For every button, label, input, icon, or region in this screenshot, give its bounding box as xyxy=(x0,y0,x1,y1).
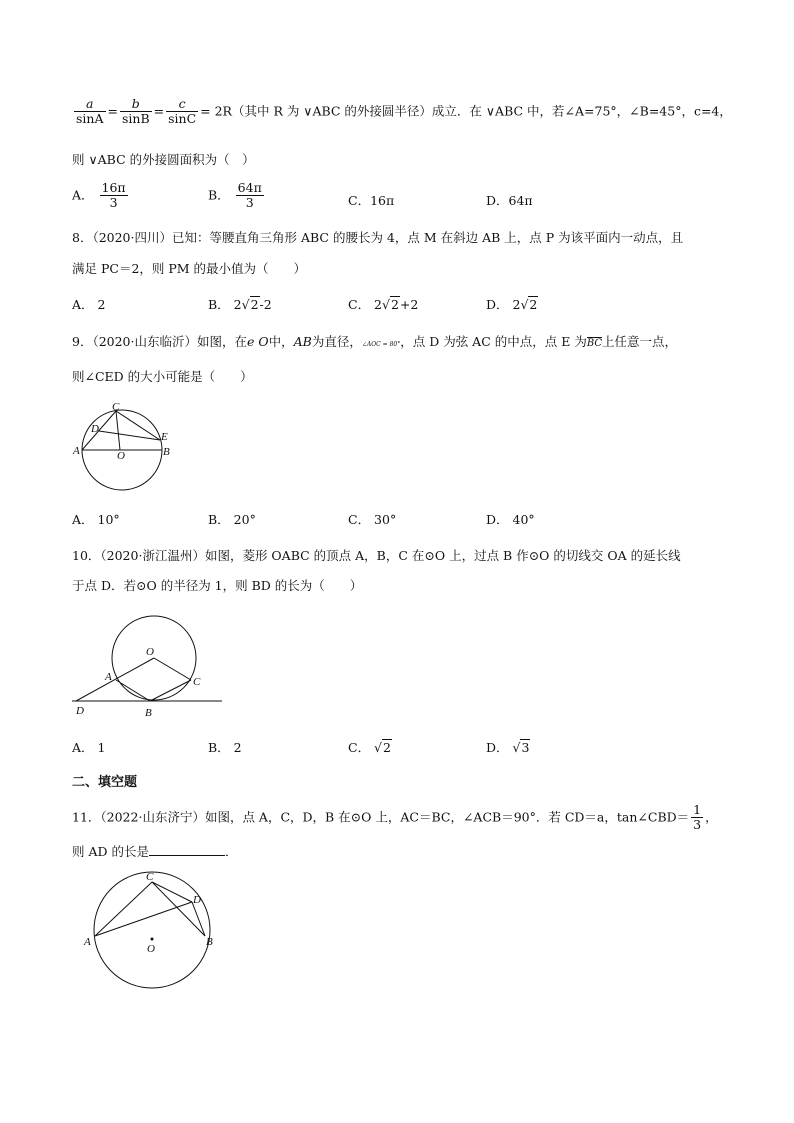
q11-text-end: ， xyxy=(705,809,718,825)
frac-numerator: 64π xyxy=(237,180,262,195)
frac-numerator: 1 xyxy=(693,802,702,817)
q10-line2: 于点 D．若⊙O 的半径为 1，则 BD 的长为（ ） xyxy=(72,578,363,593)
equals-sign: = xyxy=(107,103,118,119)
label-a: A xyxy=(73,445,80,457)
q11-line2 xyxy=(72,842,238,860)
label-e: E xyxy=(161,431,168,443)
option-letter: A． xyxy=(72,187,94,203)
q10-option-b[interactable]: B． 2 xyxy=(208,740,242,755)
fraction-b-sinB xyxy=(120,97,152,127)
q9-text: 为直径， xyxy=(311,334,362,349)
q8-line1: 8．（2020·四川）已知：等腰直角三角形 ABC 的腰长为 4，点 M 在斜边 AB 上，点 P 为该平面内一动点，且 xyxy=(72,230,684,245)
sqrt-radicand: 2 xyxy=(529,297,538,312)
q7-option-d[interactable] xyxy=(486,191,533,209)
sqrt-radicand: 2 xyxy=(390,297,399,312)
q9-option-d[interactable]: D． 40° xyxy=(486,512,535,527)
side-ab xyxy=(116,680,150,701)
label-d: D xyxy=(76,705,84,717)
label-a: A xyxy=(84,936,91,948)
side-cb xyxy=(150,680,191,701)
frac-denominator: 3 xyxy=(109,195,118,211)
frac-numerator: a xyxy=(74,97,106,112)
label-c: C xyxy=(146,871,154,883)
arc-bc: BC xyxy=(586,338,603,349)
frac-denominator: sinC xyxy=(168,111,197,127)
q11-text: 则 AD 的长是 xyxy=(72,844,149,859)
q7-option-b[interactable] xyxy=(208,181,266,211)
q10-figure xyxy=(72,610,224,722)
q9-text: 中， xyxy=(268,334,294,349)
line-od xyxy=(76,658,154,701)
q9-ab: AB xyxy=(293,334,312,349)
label-d: D xyxy=(193,894,201,906)
q9-option-c[interactable]: C． 30° xyxy=(348,512,397,527)
center-dot xyxy=(151,938,154,941)
q7-option-a[interactable] xyxy=(72,181,130,211)
q10-option-d[interactable] xyxy=(486,738,530,756)
q7-text-line1: （其中 R 为 ∨ABC 的外接圆半径）成立．在 ∨ABC 中，若∠A=75°，∠B=45°，c=4， xyxy=(231,103,732,119)
option-text: C． 2 xyxy=(348,297,382,312)
frac-numerator: b xyxy=(120,97,152,112)
q9-option-b[interactable]: B． 20° xyxy=(208,512,256,527)
sqrt-sign: √ xyxy=(520,297,529,312)
chord-cb xyxy=(152,882,205,936)
q9-figure xyxy=(72,402,182,494)
q7-option-c[interactable] xyxy=(348,191,394,209)
chord-db xyxy=(192,902,205,936)
fraction-one-third xyxy=(691,803,703,833)
label-o: O xyxy=(146,646,154,658)
segment-de xyxy=(99,431,160,440)
q9-text: ，点 D 为弦 AC 的中点，点 E 为 xyxy=(400,334,587,349)
label-c: C xyxy=(193,676,201,688)
label-o: O xyxy=(147,943,155,955)
option-letter: B． xyxy=(208,187,230,203)
label-b: B xyxy=(163,446,170,458)
option-fraction xyxy=(236,181,264,211)
chord-cd xyxy=(152,882,192,902)
q10-option-a[interactable]: A． 1 xyxy=(72,740,106,755)
q11-figure xyxy=(80,868,222,996)
option-tail: -2 xyxy=(259,297,272,312)
option-text: D． xyxy=(486,740,513,755)
fraction-a-sinA xyxy=(74,97,106,127)
label-c: C xyxy=(112,402,120,413)
sqrt-sign: √ xyxy=(382,297,390,312)
side-oc xyxy=(154,658,191,680)
q8-option-d[interactable] xyxy=(486,295,538,313)
answer-blank[interactable] xyxy=(149,843,225,856)
sqrt-radicand: 2 xyxy=(250,297,259,312)
q8-option-c[interactable] xyxy=(348,295,418,313)
option-letter: C． xyxy=(348,193,371,208)
fraction-c-sinC xyxy=(166,97,198,127)
option-letter: D． xyxy=(486,193,509,208)
frac-numerator: 16π xyxy=(101,180,126,195)
option-text: 16π xyxy=(370,193,395,208)
q9-angle-small: ∠AOC = 80° xyxy=(361,341,401,348)
label-o: O xyxy=(117,450,125,462)
frac-numerator: c xyxy=(166,97,198,112)
sqrt-radicand: 3 xyxy=(521,740,530,755)
circle-o-symbol: e O xyxy=(247,334,269,349)
q9-text: 9．（2020·山东临沂）如图，在 xyxy=(72,334,247,349)
q9-line1 xyxy=(72,332,677,350)
q7-text-line2: 则 ∨ABC 的外接圆面积为（ ） xyxy=(72,152,255,167)
sqrt-radicand: 2 xyxy=(383,740,391,755)
q8-option-a[interactable]: A． 2 xyxy=(72,297,106,312)
sqrt-sign: √ xyxy=(241,297,250,312)
chord-ad xyxy=(95,902,192,936)
q10-option-c[interactable] xyxy=(348,738,392,756)
q9-option-a[interactable]: A． 10° xyxy=(72,512,120,527)
q10-line1: 10．（2020·浙江温州）如图，菱形 OABC 的顶点 A，B，C 在⊙O 上，过点 B 作⊙O 的切线交 OA 的延长线 xyxy=(72,548,681,563)
option-tail: +2 xyxy=(399,297,419,312)
q9-text: 上任意一点， xyxy=(602,334,678,349)
sqrt-sign: √ xyxy=(374,740,383,755)
label-b: B xyxy=(206,936,213,948)
segment-co xyxy=(116,411,120,450)
q11-text: 11．（2022·山东济宁）如图，点 A，C，D，B 在⊙O 上，AC＝BC，∠ACB＝90°．若 CD＝a，tan∠CBD＝ xyxy=(72,809,690,825)
q11-line1 xyxy=(72,803,718,833)
q7-formula-line xyxy=(72,97,732,127)
equals-sign: = xyxy=(153,103,165,119)
q11-text-end: ． xyxy=(225,844,238,859)
label-d: D xyxy=(91,423,99,435)
sqrt-sign: √ xyxy=(512,740,521,755)
label-b: B xyxy=(145,707,152,719)
q8-line2: 满足 PC＝2，则 PM 的最小值为（ ） xyxy=(72,261,307,276)
frac-denominator: 3 xyxy=(245,195,254,211)
section-heading-fill-in: 二、填空题 xyxy=(72,775,138,790)
frac-denominator: sinA xyxy=(76,111,104,127)
option-text: 64π xyxy=(508,193,533,208)
option-text: D． 2 xyxy=(486,297,521,312)
option-text: B． 2 xyxy=(208,297,242,312)
option-text: C． xyxy=(348,740,375,755)
frac-denominator: sinB xyxy=(121,111,150,127)
equals-2R: = 2R xyxy=(200,103,232,119)
chord-ac xyxy=(95,882,152,936)
q9-line2: 则∠CED 的大小可能是（ ） xyxy=(72,369,253,384)
option-fraction xyxy=(100,181,128,211)
q8-option-b[interactable] xyxy=(208,295,272,313)
label-a: A xyxy=(105,671,112,683)
frac-denominator: 3 xyxy=(693,817,702,833)
